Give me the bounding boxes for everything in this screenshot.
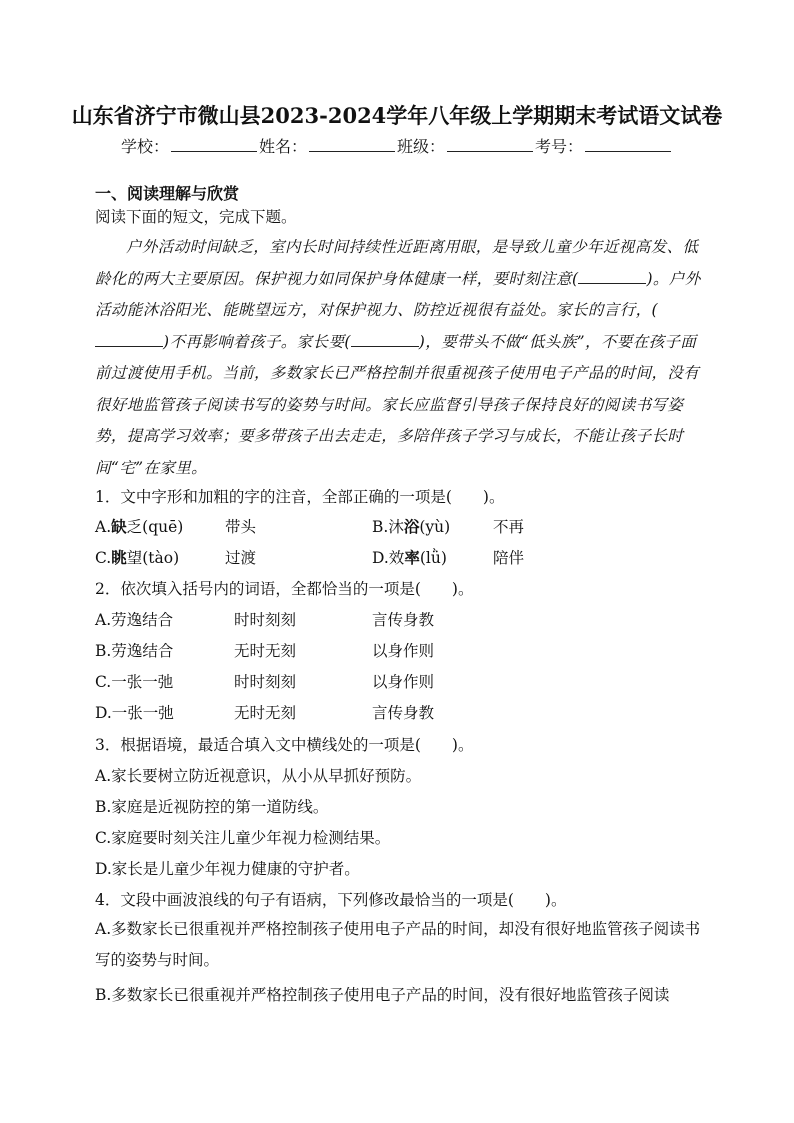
passage-text-4: )，要带头不做“低头族”，不要在孩子面前过渡使用手机。当前，多数家长已严格控制并很重视孩子使用电子产品的时间，没有很好地监管孩子阅读书写的姿势与时间。家长应监督引导孩子保持良好的阅读书写姿势，提高学习效率；要多带孩子出去走走，多陪伴孩子学习与成长，不能让孩子长时间“宅”在家里。 [95,332,700,477]
question-3-stem: 3．根据语境，最适合填入文中横线处的一项是( )。 [95,736,474,754]
q1-option-a[interactable]: A.缺乏(quē) [95,517,184,536]
q1-option-d-word2: 陪伴 [493,549,525,567]
q2-option-d-word2: 无时无刻 [234,704,297,722]
number-label: 考号： [535,137,584,156]
q2-option-a-word3: 言传身教 [372,611,435,629]
q2-option-c[interactable]: C.一张一弛 [95,673,174,691]
q3-option-c[interactable]: C.家庭要时刻关注儿童少年视力检测结果。 [95,829,391,847]
question-1-stem: 1．文中字形和加粗的字的注音，全部正确的一项是( )。 [95,488,505,506]
q2-option-c-word3: 以身作则 [372,673,435,691]
passage-text-2: )。户外活动能沐浴阳光、能眺望远方，对保护视力、防控近视很有益处。家长的言行，( [95,269,701,319]
q3-option-b[interactable]: B.家庭是近视防控的第一道防线。 [95,798,329,816]
q1-option-c-word2: 过渡 [225,549,257,567]
school-label: 学校： [120,137,169,156]
q1-option-a-word2: 带头 [225,518,257,536]
class-blank[interactable] [447,139,533,152]
q2-option-b[interactable]: B.劳逸结合 [95,642,174,660]
section-heading: 一、阅读理解与欣赏 [95,184,240,203]
instruction-text: 阅读下面的短文，完成下题。 [95,208,297,226]
blank-3[interactable] [351,332,419,347]
name-label: 姓名： [258,137,307,156]
q3-option-d[interactable]: D.家长是儿童少年视力健康的守护者。 [95,860,360,878]
q1-option-b[interactable]: B.沐浴(yù) [372,517,451,536]
q2-option-a-word2: 时时刻刻 [234,611,297,629]
page-title: 山东省济宁市微山县2023-2024学年八年级上学期期末考试语文试卷 [71,103,723,128]
q3-option-a[interactable]: A.家长要树立防近视意识，从小从早抓好预防。 [95,767,422,785]
passage-text-1: 户外活动时间缺乏，室内长时间持续性近距离用眼，是导致儿童少年近视高发、低龄化的两大主要原因。保护视力如同保护身体健康一样，要时刻注意( [95,238,699,288]
q4-option-b[interactable]: B.多数家长已很重视并严格控制孩子使用电子产品的时间，没有很好地监管孩子阅读 [95,986,670,1004]
student-info-line [0,134,794,157]
q2-option-b-word2: 无时无刻 [234,642,297,660]
q2-option-d[interactable]: D.一张一弛 [95,704,174,722]
q2-option-c-word2: 时时刻刻 [234,673,297,691]
reading-passage [95,232,705,484]
name-blank[interactable] [309,139,395,152]
q2-option-a[interactable]: A.劳逸结合 [95,611,174,629]
passage-text-3: )不再影响着孩子。家长要( [163,332,351,351]
question-4-stem: 4．文段中画波浪线的句子有语病，下列修改最恰当的一项是( )。 [95,891,567,909]
blank-1[interactable] [578,269,646,284]
q1-option-c[interactable]: C.眺望(tào) [95,548,180,567]
number-blank[interactable] [585,139,671,152]
blank-2[interactable] [95,332,163,347]
q1-option-d[interactable]: D.效率(lǜ) [372,548,447,567]
q4-option-a[interactable]: A.多数家长已很重视并严格控制孩子使用电子产品的时间，却没有很好地监管孩子阅读书写的姿势与时间。 [95,920,701,969]
question-2-stem: 2．依次填入括号内的词语，全都恰当的一项是( )。 [95,580,474,598]
school-blank[interactable] [171,139,257,152]
q2-option-b-word3: 以身作则 [372,642,435,660]
q1-option-b-word2: 不再 [493,518,525,536]
class-label: 班级： [397,137,446,156]
q2-option-d-word3: 言传身教 [372,704,435,722]
